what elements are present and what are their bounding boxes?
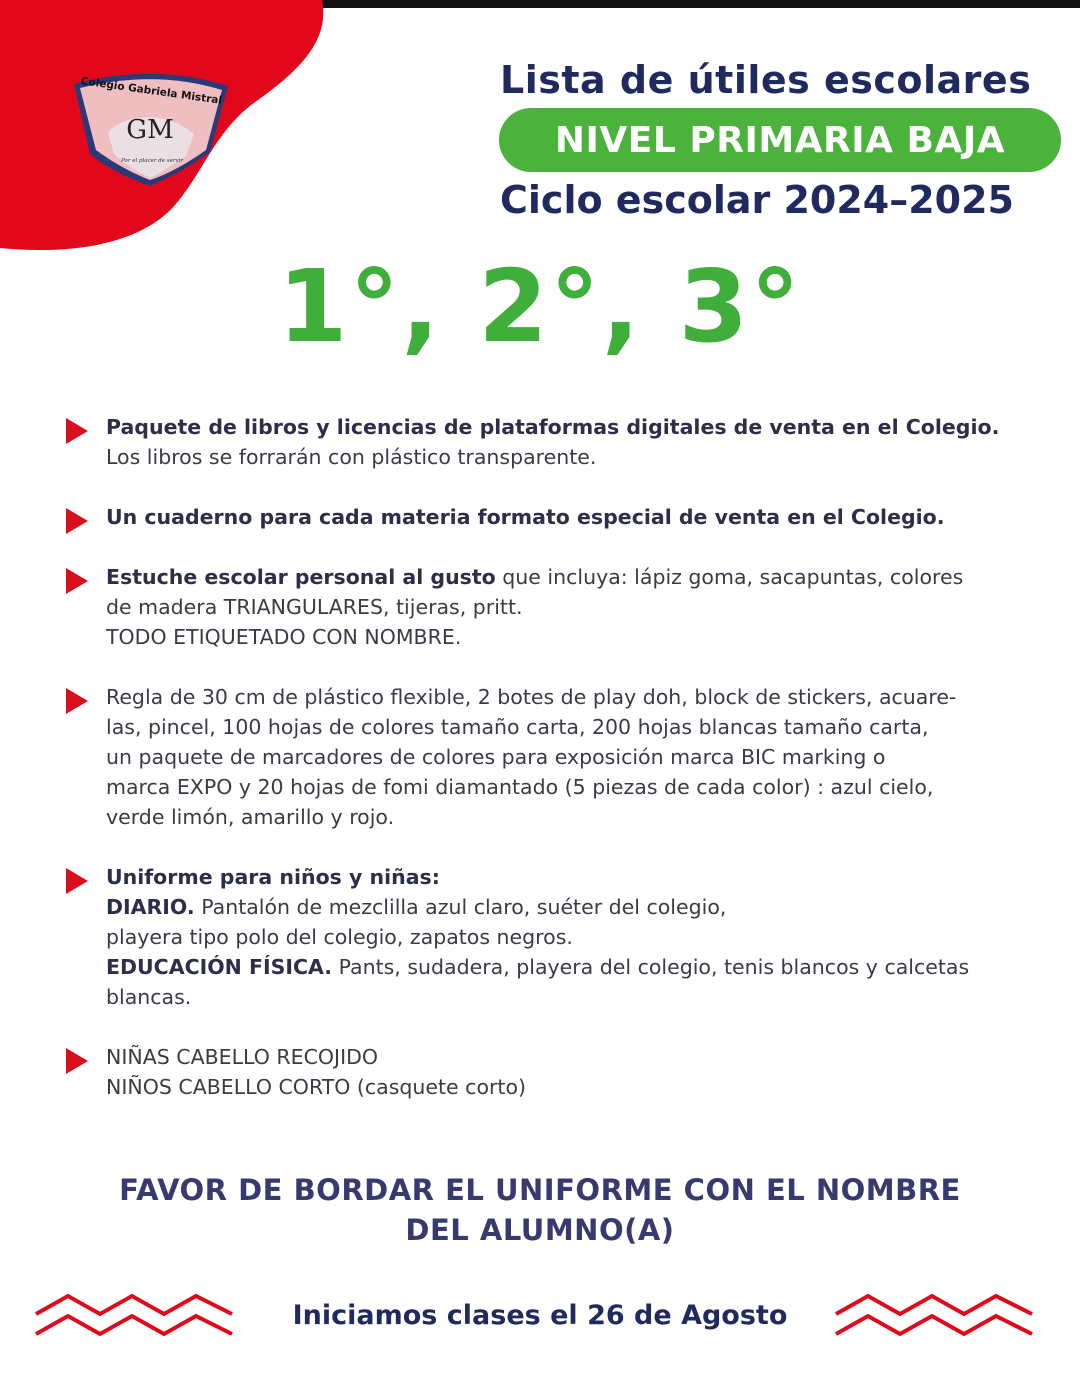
page-title: Lista de útiles escolares bbox=[500, 58, 1032, 102]
list-item bbox=[64, 1042, 1044, 1102]
list-item-text: Regla de 30 cm de plástico flexible, 2 botes de play doh, block de stickers, acuare- bbox=[106, 685, 957, 709]
list-item-line bbox=[106, 592, 1044, 622]
red-arrow-bullet-icon bbox=[66, 868, 88, 894]
logo-motto: Por el placer de servir bbox=[121, 158, 183, 164]
list-item-text: Pants, sudadera, playera del colegio, tenis blancos y calcetas bbox=[332, 955, 970, 979]
grades-heading: 1°, 2°, 3° bbox=[277, 248, 803, 365]
list-item bbox=[64, 682, 1044, 832]
list-item-bold-text: Estuche escolar personal al gusto bbox=[106, 565, 496, 589]
list-item-text: TODO ETIQUETADO CON NOMBRE. bbox=[106, 625, 462, 649]
list-item bbox=[64, 862, 1044, 1012]
list-item bbox=[64, 412, 1044, 472]
notice-line-1: FAVOR DE BORDAR EL UNIFORME CON EL NOMBRE bbox=[119, 1173, 961, 1207]
embroidery-notice bbox=[90, 1170, 990, 1250]
list-item-line bbox=[106, 712, 1044, 742]
red-arrow-bullet-icon bbox=[66, 418, 88, 444]
list-item-bold-text: EDUCACIÓN FÍSICA. bbox=[106, 955, 333, 979]
list-item-line bbox=[106, 562, 1044, 592]
list-item-line bbox=[106, 412, 1044, 442]
red-arrow-bullet-icon bbox=[66, 1048, 88, 1074]
list-item-line bbox=[106, 1072, 1044, 1102]
list-item-line bbox=[106, 922, 1044, 952]
red-arrow-bullet-icon bbox=[66, 568, 88, 594]
list-item-text: blancas. bbox=[106, 985, 192, 1009]
list-item-text: NIÑOS CABELLO CORTO (casquete corto) bbox=[106, 1075, 526, 1099]
list-item-line bbox=[106, 1042, 1044, 1072]
list-item-line bbox=[106, 952, 1044, 982]
list-item-text: verde limón, amarillo y rojo. bbox=[106, 805, 395, 829]
red-arrow-bullet-icon bbox=[66, 688, 88, 714]
list-item-line bbox=[106, 622, 1044, 652]
list-item-line bbox=[106, 862, 1044, 892]
list-item bbox=[64, 502, 1044, 532]
list-item-bold-text: Uniforme para niños y niñas: bbox=[106, 865, 440, 889]
list-item-line bbox=[106, 982, 1044, 1012]
red-arrow-bullet-icon bbox=[66, 508, 88, 534]
zigzag-decoration-right bbox=[834, 1292, 1034, 1344]
list-item-line bbox=[106, 892, 1044, 922]
list-item bbox=[64, 562, 1044, 652]
list-item-line bbox=[106, 682, 1044, 712]
list-item-text: Pantalón de mezclilla azul claro, suéter del colegio, bbox=[194, 895, 727, 919]
logo-school-name: Colegio Gabriela Mistral bbox=[80, 75, 223, 107]
list-item-text: un paquete de marcadores de colores para exposición marca BIC marking o bbox=[106, 745, 886, 769]
list-item-bold-text: Un cuaderno para cada materia formato especial de venta en el Colegio. bbox=[106, 505, 945, 529]
list-item-text: playera tipo polo del colegio, zapatos negros. bbox=[106, 925, 573, 949]
list-item-bold-text: Paquete de libros y licencias de plataformas digitales de venta en el Colegio. bbox=[106, 415, 1000, 439]
list-item-bold-text: DIARIO. bbox=[106, 895, 195, 919]
list-item-text: de madera TRIANGULARES, tijeras, pritt. bbox=[106, 595, 523, 619]
list-item-text: las, pincel, 100 hojas de colores tamaño carta, 200 hojas blancas tamaño carta, bbox=[106, 715, 929, 739]
list-item-line bbox=[106, 742, 1044, 772]
level-badge: NIVEL PRIMARIA BAJA bbox=[499, 108, 1061, 172]
notice-line-2: DEL ALUMNO(A) bbox=[405, 1213, 675, 1247]
list-item-line bbox=[106, 772, 1044, 802]
list-item-text: Los libros se forrarán con plástico transparente. bbox=[106, 445, 597, 469]
school-cycle: Ciclo escolar 2024–2025 bbox=[500, 178, 1014, 222]
list-item-text: NIÑAS CABELLO RECOJIDO bbox=[106, 1045, 379, 1069]
list-item-line bbox=[106, 442, 1044, 472]
list-item-text: marca EXPO y 20 hojas de fomi diamantado (5 piezas de cada color) : azul cielo, bbox=[106, 775, 934, 799]
list-item-text: que incluya: lápiz goma, sacapuntas, colores bbox=[495, 565, 964, 589]
list-item-line bbox=[106, 802, 1044, 832]
school-logo bbox=[68, 72, 234, 190]
logo-monogram: GM bbox=[126, 115, 174, 145]
list-item-line bbox=[106, 502, 1044, 532]
supply-list bbox=[64, 412, 1044, 1132]
classes-start-date: Iniciamos clases el 26 de Agosto bbox=[292, 1300, 788, 1331]
